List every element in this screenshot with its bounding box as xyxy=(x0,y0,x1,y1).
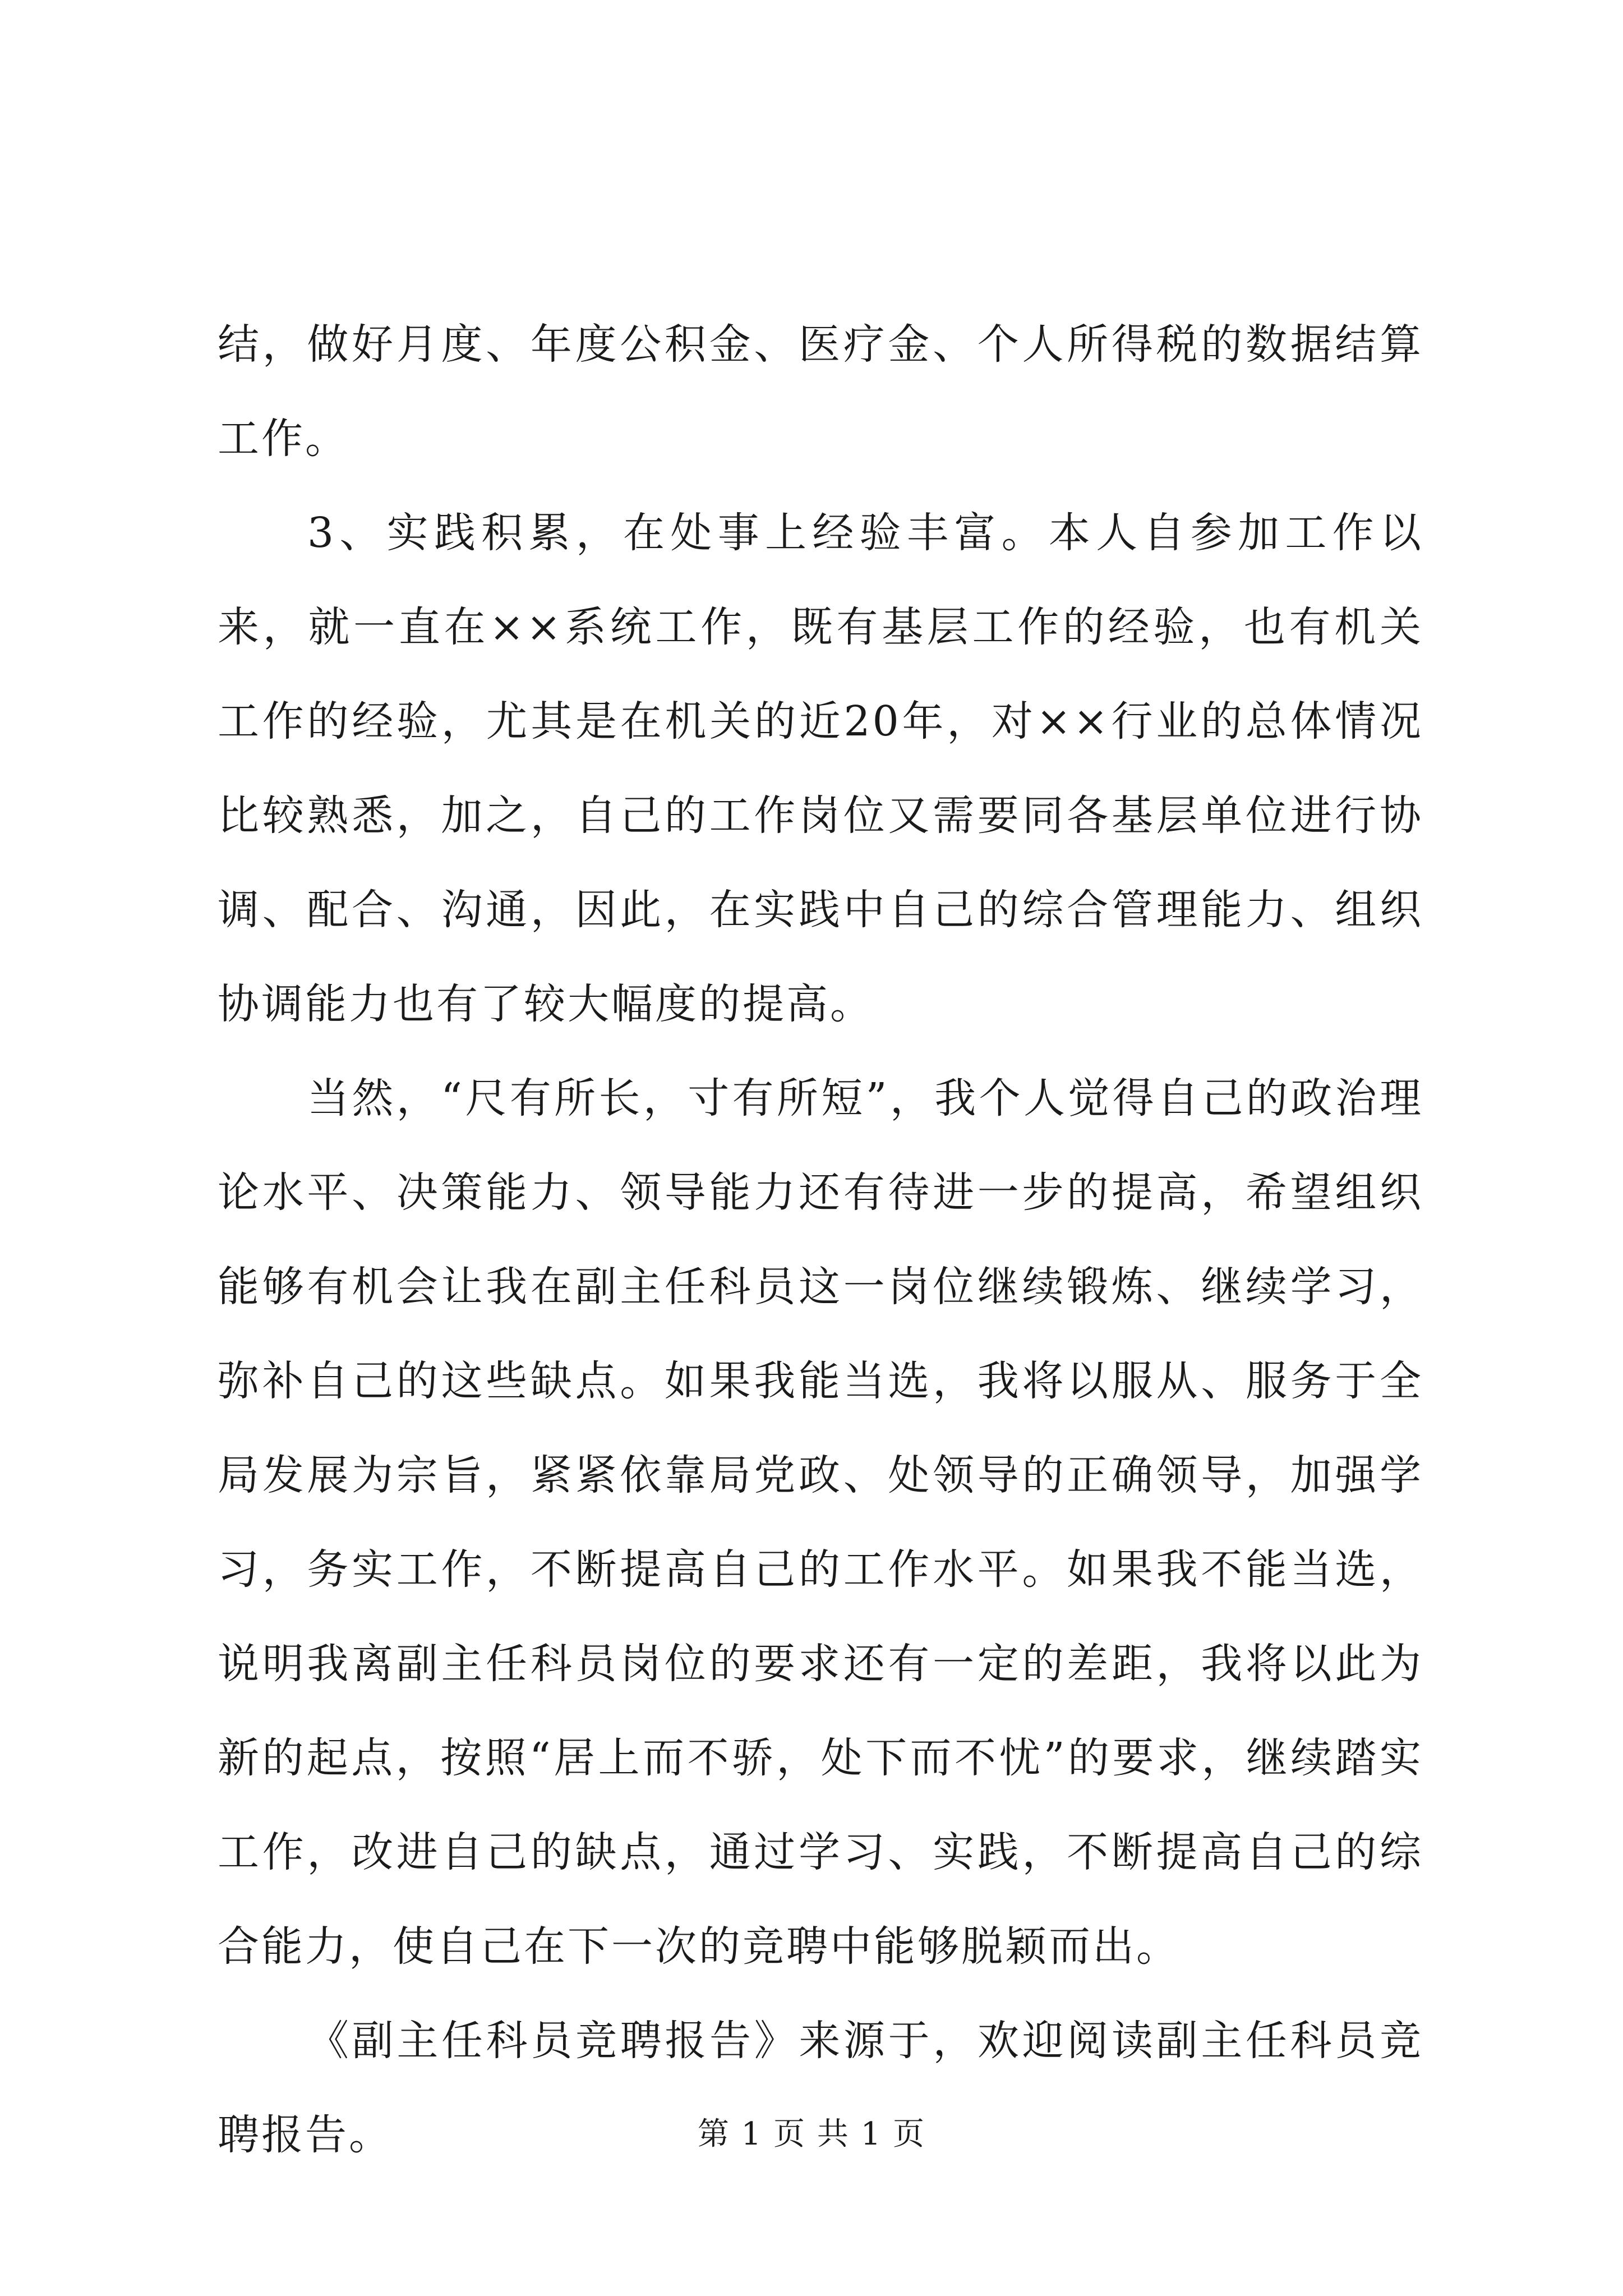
paragraph-practice-experience: 3、实践积累，在处事上经验丰富。本人自参加工作以来，就一直在××系统工作，既有基层工作的经验，也有机关工作的经验，尤其是在机关的近20年，对××行业的总体情况比较熟悉，加之，自己的工作岗位又需要同各基层单位进行协调、配合、沟通，因此，在实践中自己的综合管理能力、组织协调能力也有了较大幅度的提高。 xyxy=(218,509,1423,1028)
page-number-footer: 第 1 页 共 1 页 xyxy=(697,2116,926,2152)
paragraph-self-assessment: 当然，“尺有所长，寸有所短”，我个人觉得自己的政治理论水平、决策能力、领导能力还有待进一步的提高，希望组织能够有机会让我在副主任科员这一岗位继续锻炼、继续学习，弥补自己的这些缺点。如果我能当选，我将以服从、服务于全局发展为宗旨，紧紧依靠局党政、处领导的正确领导，加强学习，务实工作，不断提高自己的工作水平。如果我不能当选，说明我离副主任科员岗位的要求还有一定的差距，我将以此为新的起点，按照“居上而不骄，处下而不忧”的要求，继续踏实工作，改进自己的缺点，通过学习、实践，不断提高自己的综合能力，使自己在下一次的竞聘中能够脱颖而出。 xyxy=(218,1074,1423,1971)
paragraph-continuation: 结，做好月度、年度公积金、医疗金、个人所得税的数据结算工作。 xyxy=(218,320,1423,463)
document-body xyxy=(218,297,1423,2182)
paragraph-source-note: 《副主任科员竞聘报告》来源于，欢迎阅读副主任科员竞聘报告。 xyxy=(218,2017,1423,2159)
